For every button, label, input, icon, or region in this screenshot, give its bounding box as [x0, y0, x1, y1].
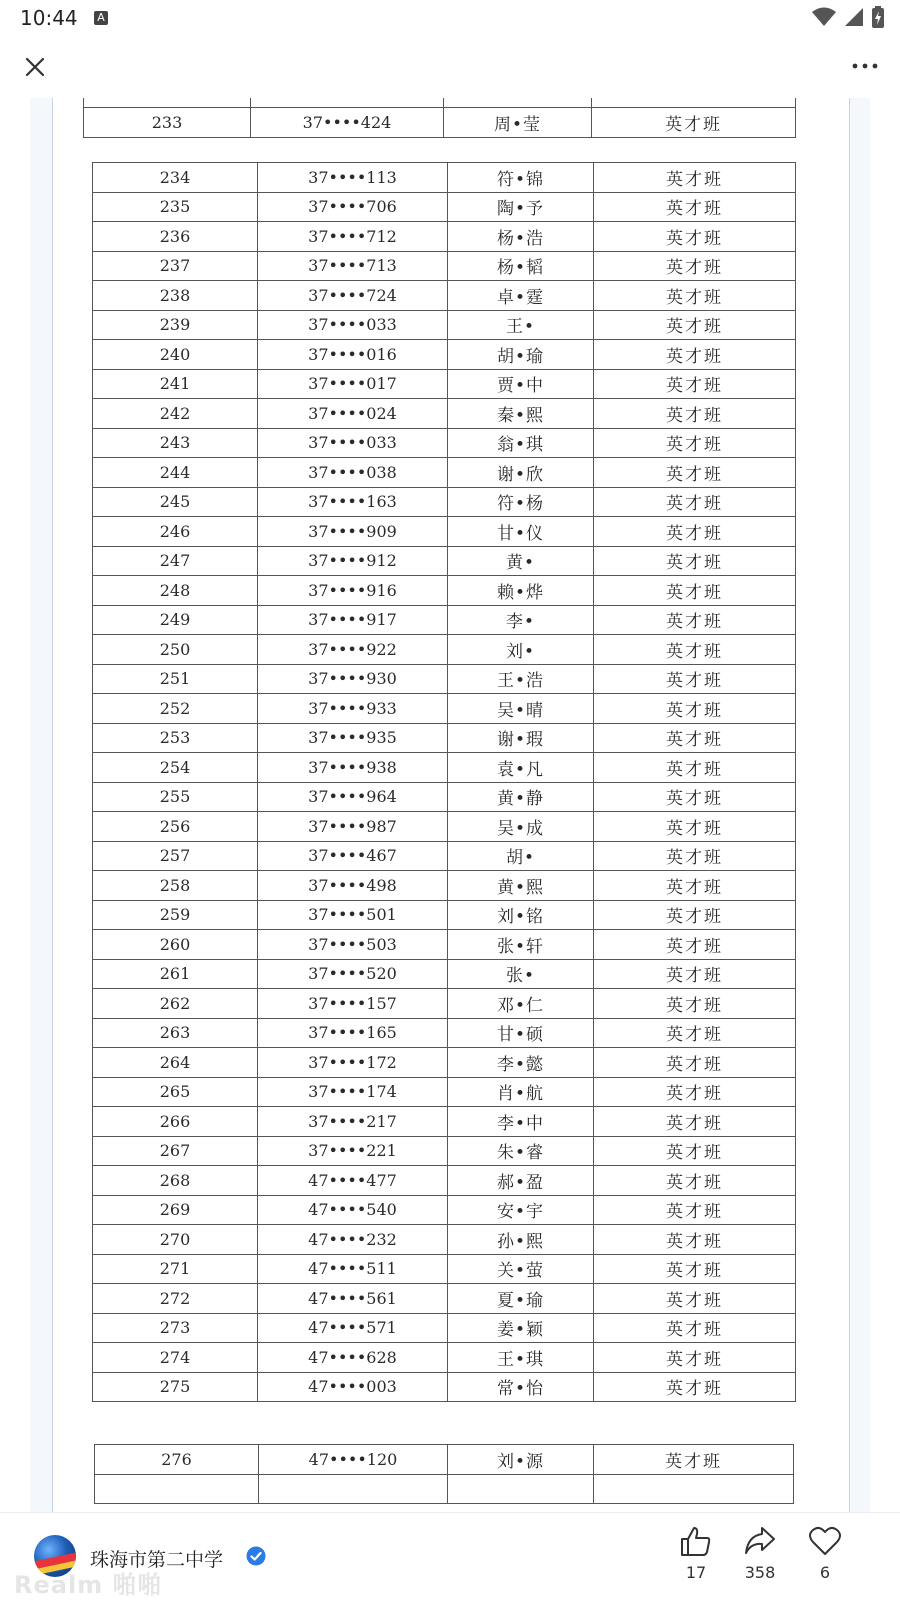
row-number: 243: [93, 428, 258, 458]
heart-icon: [808, 1525, 842, 1557]
table-row: [93, 782, 796, 812]
row-number: 266: [93, 1107, 258, 1137]
student-name: 胡•: [448, 841, 594, 871]
student-id: 37••••217: [258, 1107, 448, 1137]
signal-icon: [844, 7, 864, 27]
class-name: 英才班: [594, 487, 796, 517]
student-id: 37••••033: [258, 428, 448, 458]
bottom-table-fragment: [94, 1444, 794, 1504]
student-name: 吴•晴: [448, 694, 594, 724]
like-count: 17: [685, 1563, 707, 1582]
student-name: 刘•: [448, 635, 594, 665]
student-id: 37••••113: [258, 163, 448, 193]
class-name: 英才班: [594, 635, 796, 665]
student-name: 甘•硕: [448, 1018, 594, 1048]
class-name: 英才班: [594, 694, 796, 724]
student-id: 37••••520: [258, 959, 448, 989]
table-row: [93, 871, 796, 901]
class-name: 英才班: [594, 782, 796, 812]
student-name: 孙•熙: [448, 1225, 594, 1255]
student-name: 赖•烨: [448, 576, 594, 606]
row-number: 253: [93, 723, 258, 753]
student-name: 袁•凡: [448, 753, 594, 783]
class-name: 英才班: [594, 369, 796, 399]
table-row: [84, 98, 796, 108]
row-number: 233: [84, 108, 251, 138]
row-number: 252: [93, 694, 258, 724]
row-number: 246: [93, 517, 258, 547]
table-row: [93, 340, 796, 370]
row-number: 240: [93, 340, 258, 370]
student-id: 47••••477: [258, 1166, 448, 1196]
student-name: 杨•浩: [448, 222, 594, 252]
row-number: 257: [93, 841, 258, 871]
row-number: 255: [93, 782, 258, 812]
row-number: 251: [93, 664, 258, 694]
student-id: 37••••017: [258, 369, 448, 399]
table-row: [93, 959, 796, 989]
student-id: 37••••038: [258, 458, 448, 488]
class-name: 英才班: [594, 812, 796, 842]
student-name: 刘•源: [448, 1445, 594, 1475]
student-id: 37••••916: [258, 576, 448, 606]
class-name: 英才班: [594, 251, 796, 281]
student-id: 47••••571: [258, 1313, 448, 1343]
student-id: 37••••706: [258, 192, 448, 222]
class-name: 英才班: [594, 281, 796, 311]
class-name: 英才班: [592, 108, 796, 138]
table-row: [93, 1195, 796, 1225]
class-name: 英才班: [594, 989, 796, 1019]
table-row: [93, 1018, 796, 1048]
table-row: [93, 281, 796, 311]
class-name: 英才班: [594, 340, 796, 370]
class-name: 英才班: [594, 900, 796, 930]
class-name: 英才班: [594, 1166, 796, 1196]
student-name: 符•锦: [448, 163, 594, 193]
student-name: 王•琪: [448, 1343, 594, 1373]
student-id: 37••••221: [258, 1136, 448, 1166]
thumbs-up-icon: [679, 1525, 713, 1557]
row-number: 238: [93, 281, 258, 311]
class-name: 英才班: [594, 222, 796, 252]
student-name: 邓•仁: [448, 989, 594, 1019]
row-number: 237: [93, 251, 258, 281]
student-id: 37••••935: [258, 723, 448, 753]
class-name: 英才班: [594, 458, 796, 488]
class-name: 英才班: [594, 1343, 796, 1373]
student-name: 朱•睿: [448, 1136, 594, 1166]
row-number: 275: [93, 1372, 258, 1402]
student-name: 李•中: [448, 1107, 594, 1137]
table-row: [93, 694, 796, 724]
table-row: [93, 723, 796, 753]
student-name: 安•宇: [448, 1195, 594, 1225]
table-row: [93, 1107, 796, 1137]
student-id: 37••••938: [258, 753, 448, 783]
table-row: [93, 1372, 796, 1402]
table-row: [95, 1474, 794, 1504]
student-name: 王•: [448, 310, 594, 340]
class-name: 英才班: [594, 192, 796, 222]
student-id: 37••••467: [258, 841, 448, 871]
student-id: 37••••922: [258, 635, 448, 665]
table-row: [93, 1225, 796, 1255]
table-row: [93, 310, 796, 340]
student-id: 37••••424: [251, 108, 444, 138]
table-row: [95, 1445, 794, 1475]
student-id: 47••••540: [258, 1195, 448, 1225]
student-name: 陶•予: [448, 192, 594, 222]
student-name: 秦•熙: [448, 399, 594, 429]
row-number: 260: [93, 930, 258, 960]
row-number: 262: [93, 989, 258, 1019]
table-row: [93, 605, 796, 635]
student-id: 37••••498: [258, 871, 448, 901]
student-name: 郝•盈: [448, 1166, 594, 1196]
row-number: 261: [93, 959, 258, 989]
row-number: 236: [93, 222, 258, 252]
student-name: 卓•霆: [448, 281, 594, 311]
table-row: [93, 635, 796, 665]
row-number: 274: [93, 1343, 258, 1373]
class-name: 英才班: [594, 1445, 794, 1475]
student-id: 37••••174: [258, 1077, 448, 1107]
student-name: 张•轩: [448, 930, 594, 960]
battery-icon: [872, 6, 884, 28]
student-id: 37••••165: [258, 1018, 448, 1048]
student-id: 37••••172: [258, 1048, 448, 1078]
table-row: [93, 1313, 796, 1343]
table-row: [93, 989, 796, 1019]
class-name: 英才班: [594, 546, 796, 576]
student-name: 谢•欣: [448, 458, 594, 488]
student-id: 37••••933: [258, 694, 448, 724]
student-name: 黄•静: [448, 782, 594, 812]
row-number: 258: [93, 871, 258, 901]
table-row: [93, 1284, 796, 1314]
bottom-bar: [0, 1512, 900, 1601]
document-viewport[interactable]: [0, 98, 900, 1512]
table-row: [93, 517, 796, 547]
share-count: 358: [744, 1563, 776, 1582]
student-name: 吴•成: [448, 812, 594, 842]
student-id: 37••••987: [258, 812, 448, 842]
row-number: 247: [93, 546, 258, 576]
student-name: 杨•韬: [448, 251, 594, 281]
student-name: 王•浩: [448, 664, 594, 694]
class-name: 英才班: [594, 399, 796, 429]
class-name: 英才班: [594, 959, 796, 989]
student-id: 37••••163: [258, 487, 448, 517]
table-row: [93, 546, 796, 576]
row-number: 272: [93, 1284, 258, 1314]
student-name: 姜•颖: [448, 1313, 594, 1343]
accessibility-badge-icon: A: [94, 11, 108, 25]
table-row: [93, 1077, 796, 1107]
student-id: 37••••033: [258, 310, 448, 340]
table-row: [93, 812, 796, 842]
student-name: 夏•瑜: [448, 1284, 594, 1314]
row-number: 267: [93, 1136, 258, 1166]
student-name: 李•: [448, 605, 594, 635]
student-name: 黄•: [448, 546, 594, 576]
class-name: 英才班: [594, 1372, 796, 1402]
like-button[interactable]: [666, 1525, 726, 1595]
student-id: 37••••724: [258, 281, 448, 311]
student-name: 谢•瑕: [448, 723, 594, 753]
table-row: [93, 428, 796, 458]
class-name: 英才班: [594, 1313, 796, 1343]
row-number: 270: [93, 1225, 258, 1255]
row-number: 273: [93, 1313, 258, 1343]
table-row: [93, 399, 796, 429]
table-row: [93, 487, 796, 517]
student-name: 张•: [448, 959, 594, 989]
wifi-icon: [812, 7, 836, 27]
class-name: 英才班: [594, 1077, 796, 1107]
row-number: 254: [93, 753, 258, 783]
class-name: 英才班: [594, 723, 796, 753]
class-name: 英才班: [594, 1254, 796, 1284]
row-number: 276: [95, 1445, 259, 1475]
table-row: [93, 192, 796, 222]
row-number: 244: [93, 458, 258, 488]
row-number: 268: [93, 1166, 258, 1196]
row-number: 234: [93, 163, 258, 193]
row-number: 245: [93, 487, 258, 517]
student-name: 肖•航: [448, 1077, 594, 1107]
row-number: 235: [93, 192, 258, 222]
student-id: 37••••024: [258, 399, 448, 429]
more-icon[interactable]: [850, 56, 880, 76]
table-row: [93, 1343, 796, 1373]
table-row: [93, 664, 796, 694]
student-name: 翁•琪: [448, 428, 594, 458]
student-id: 47••••120: [259, 1445, 448, 1475]
student-name: 胡•瑜: [448, 340, 594, 370]
student-id: 37••••964: [258, 782, 448, 812]
share-button[interactable]: [730, 1525, 790, 1595]
student-id: 47••••511: [258, 1254, 448, 1284]
row-number: 271: [93, 1254, 258, 1284]
class-name: 英才班: [594, 428, 796, 458]
table-row: [93, 369, 796, 399]
class-name: 英才班: [594, 1136, 796, 1166]
student-id: 37••••157: [258, 989, 448, 1019]
table-row: [93, 1136, 796, 1166]
row-number: 250: [93, 635, 258, 665]
status-time: 10:44: [20, 6, 78, 30]
close-icon[interactable]: [22, 54, 48, 80]
student-name: 符•杨: [448, 487, 594, 517]
student-id: 47••••003: [258, 1372, 448, 1402]
class-name: 英才班: [594, 930, 796, 960]
row-number: 256: [93, 812, 258, 842]
row-number: 263: [93, 1018, 258, 1048]
student-id: 37••••503: [258, 930, 448, 960]
student-id: 37••••712: [258, 222, 448, 252]
share-icon: [743, 1525, 777, 1557]
table-row: [93, 251, 796, 281]
row-number: 241: [93, 369, 258, 399]
class-name: 英才班: [594, 1107, 796, 1137]
table-row: [93, 753, 796, 783]
student-name: 甘•仪: [448, 517, 594, 547]
row-number: 242: [93, 399, 258, 429]
row-number: 265: [93, 1077, 258, 1107]
class-name: 英才班: [594, 576, 796, 606]
watermark: Realm 啪啪: [14, 1571, 163, 1599]
favorite-button[interactable]: [795, 1525, 855, 1595]
student-name: 周•莹: [444, 108, 592, 138]
student-name: 关•萤: [448, 1254, 594, 1284]
class-name: 英才班: [594, 753, 796, 783]
class-name: 英才班: [594, 871, 796, 901]
class-name: 英才班: [594, 1018, 796, 1048]
row-number: 239: [93, 310, 258, 340]
verified-badge-icon: [246, 1546, 266, 1566]
class-name: 英才班: [594, 841, 796, 871]
table-row: [93, 930, 796, 960]
class-name: 英才班: [594, 310, 796, 340]
table-row: [93, 1166, 796, 1196]
student-name: 李•懿: [448, 1048, 594, 1078]
class-name: 英才班: [594, 1048, 796, 1078]
table-row: [93, 1254, 796, 1284]
student-id: 37••••713: [258, 251, 448, 281]
student-id: 47••••628: [258, 1343, 448, 1373]
top-table-fragment: [83, 98, 796, 138]
table-row: [93, 841, 796, 871]
student-id: 37••••917: [258, 605, 448, 635]
student-list-table: [92, 162, 796, 1402]
favorite-count: 6: [819, 1563, 831, 1582]
student-id: 37••••501: [258, 900, 448, 930]
class-name: 英才班: [594, 1225, 796, 1255]
top-bar: [0, 36, 900, 99]
student-id: 47••••561: [258, 1284, 448, 1314]
table-row: [84, 108, 796, 138]
table-row: [93, 1048, 796, 1078]
student-id: 47••••232: [258, 1225, 448, 1255]
account-name[interactable]: 珠海市第二中学: [90, 1549, 224, 1571]
table-row: [93, 576, 796, 606]
row-number: 248: [93, 576, 258, 606]
class-name: 英才班: [594, 1195, 796, 1225]
row-number: 249: [93, 605, 258, 635]
row-number: 259: [93, 900, 258, 930]
student-id: 37••••016: [258, 340, 448, 370]
student-name: 刘•铭: [448, 900, 594, 930]
class-name: 英才班: [594, 517, 796, 547]
table-row: [93, 458, 796, 488]
table-row: [93, 163, 796, 193]
table-row: [93, 222, 796, 252]
class-name: 英才班: [594, 605, 796, 635]
student-id: 37••••912: [258, 546, 448, 576]
student-name: 黄•熙: [448, 871, 594, 901]
row-number: 269: [93, 1195, 258, 1225]
class-name: 英才班: [594, 1284, 796, 1314]
status-bar: [0, 0, 900, 36]
student-id: 37••••909: [258, 517, 448, 547]
class-name: 英才班: [594, 664, 796, 694]
student-id: 37••••930: [258, 664, 448, 694]
table-row: [93, 900, 796, 930]
student-name: 贾•中: [448, 369, 594, 399]
student-name: 常•怡: [448, 1372, 594, 1402]
row-number: 264: [93, 1048, 258, 1078]
class-name: 英才班: [594, 163, 796, 193]
